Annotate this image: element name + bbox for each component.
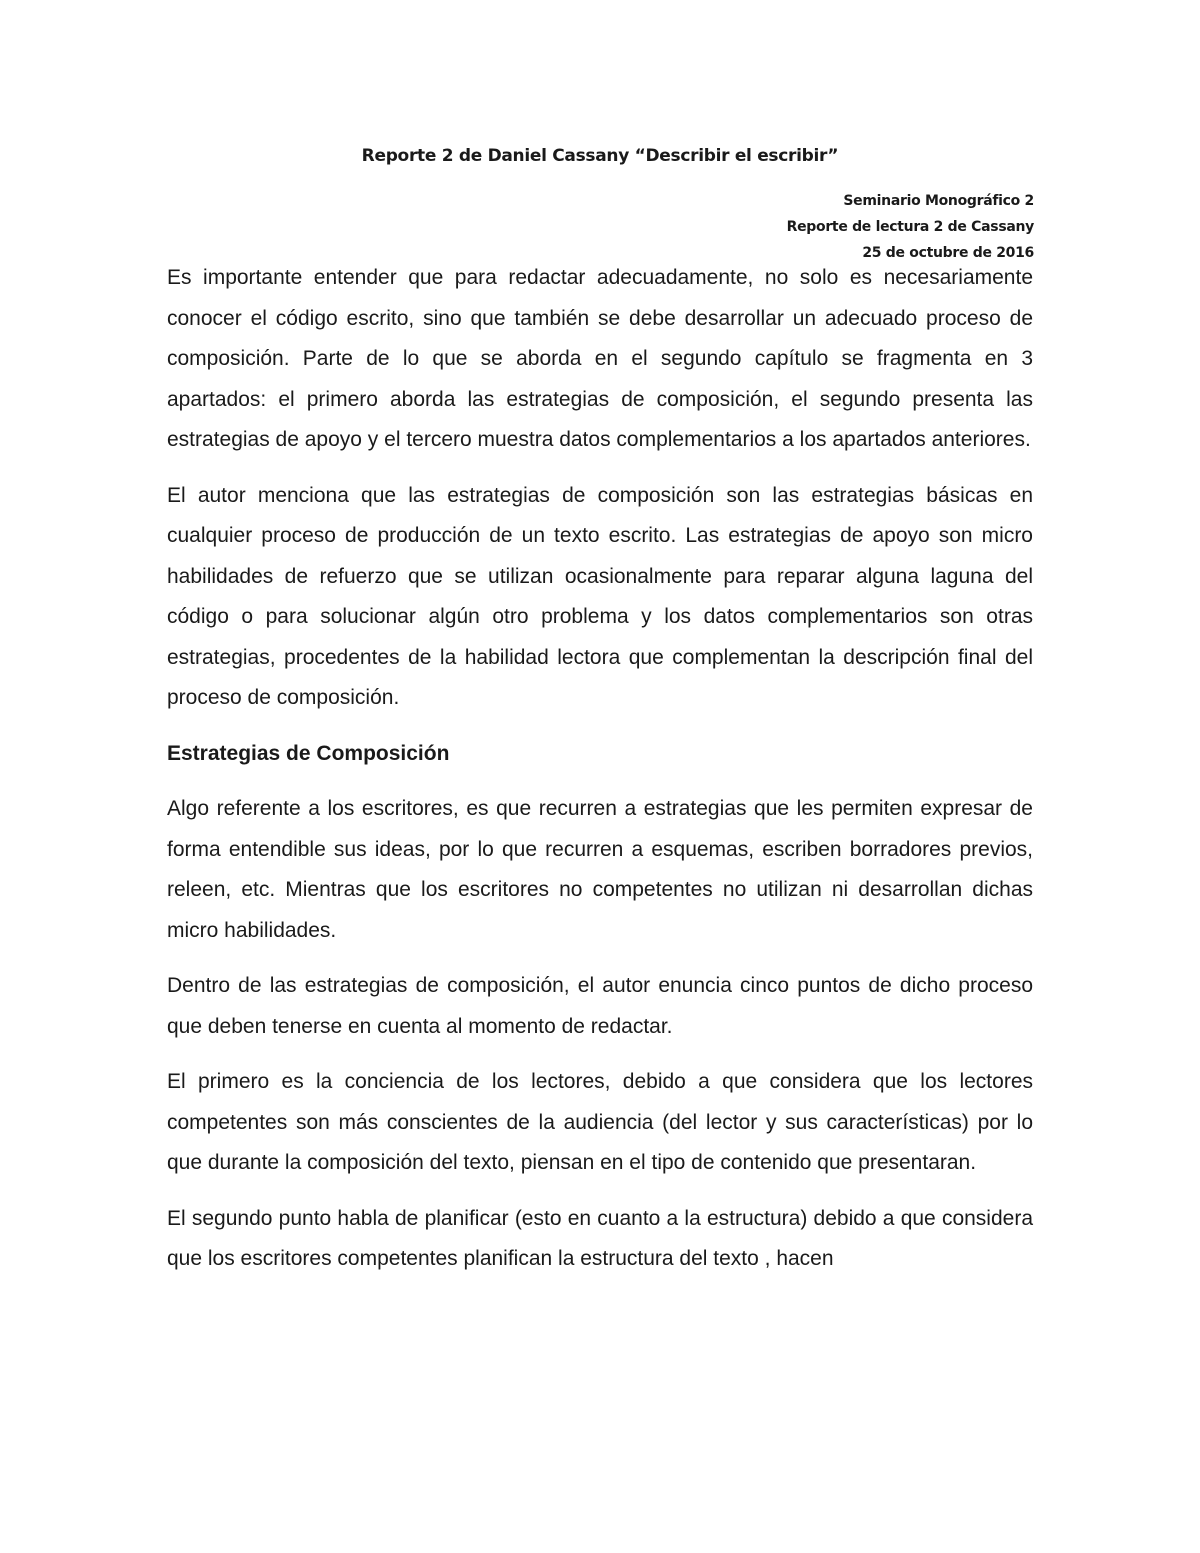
paragraph-strategies-overview: El autor menciona que las estrategias de composición son las estrategias básicas en cualquier proceso de producción de un texto escrito. Las estrategias de apoyo son micro habilidades de refuerzo que se utilizan ocasionalmente para reparar alguna laguna del código o para solucionar algún otro problema y los datos complementarios son otras estrategias, procedentes de la habilidad lectora que complementan la descripción final del proceso de composición. xyxy=(167,483,1033,709)
section-heading: Estrategias de Composición xyxy=(167,741,450,765)
meta-report: Reporte de lectura 2 de Cassany xyxy=(786,219,1034,235)
document-meta xyxy=(787,188,1034,266)
meta-date: 25 de octubre de 2016 xyxy=(862,245,1034,261)
paragraph-five-points: Dentro de las estrategias de composición, el autor enuncia cinco puntos de dicho proceso que deben tenerse en cuenta al momento de redactar. xyxy=(167,974,1033,1038)
document-title: Reporte 2 de Daniel Cassany “Describir el escribir” xyxy=(361,146,839,166)
paragraph-writers: Algo referente a los escritores, es que recurren a estrategias que les permiten expresar de forma entendible sus ideas, por lo que recurren a esquemas, escriben borradores previos, releen, etc. Mientras que los escritores no competentes no utilizan ni desarrollan dichas micro habilidades. xyxy=(167,797,1033,942)
document-body xyxy=(167,258,1033,1295)
meta-course: Seminario Monográfico 2 xyxy=(843,193,1034,209)
paragraph-second-point: El segundo punto habla de planificar (esto en cuanto a la estructura) debido a que considera que los escritores competentes planifican la estructura del texto , hacen xyxy=(167,1206,1033,1270)
paragraph-first-point: El primero es la conciencia de los lectores, debido a que considera que los lectores competentes son más conscientes de la audiencia (del lector y sus características) por lo que durante la composición del texto, piensan en el tipo de contenido que presentaran. xyxy=(167,1070,1033,1174)
paragraph-intro: Es importante entender que para redactar adecuadamente, no solo es necesariamente conocer el código escrito, sino que también se debe desarrollar un adecuado proceso de composición. Parte de lo que se aborda en el segundo capítulo se fragmenta en 3 apartados: el primero aborda las estrategias de composición, el segundo presenta las estrategias de apoyo y el tercero muestra datos complementarios a los apartados anteriores. xyxy=(167,266,1033,451)
